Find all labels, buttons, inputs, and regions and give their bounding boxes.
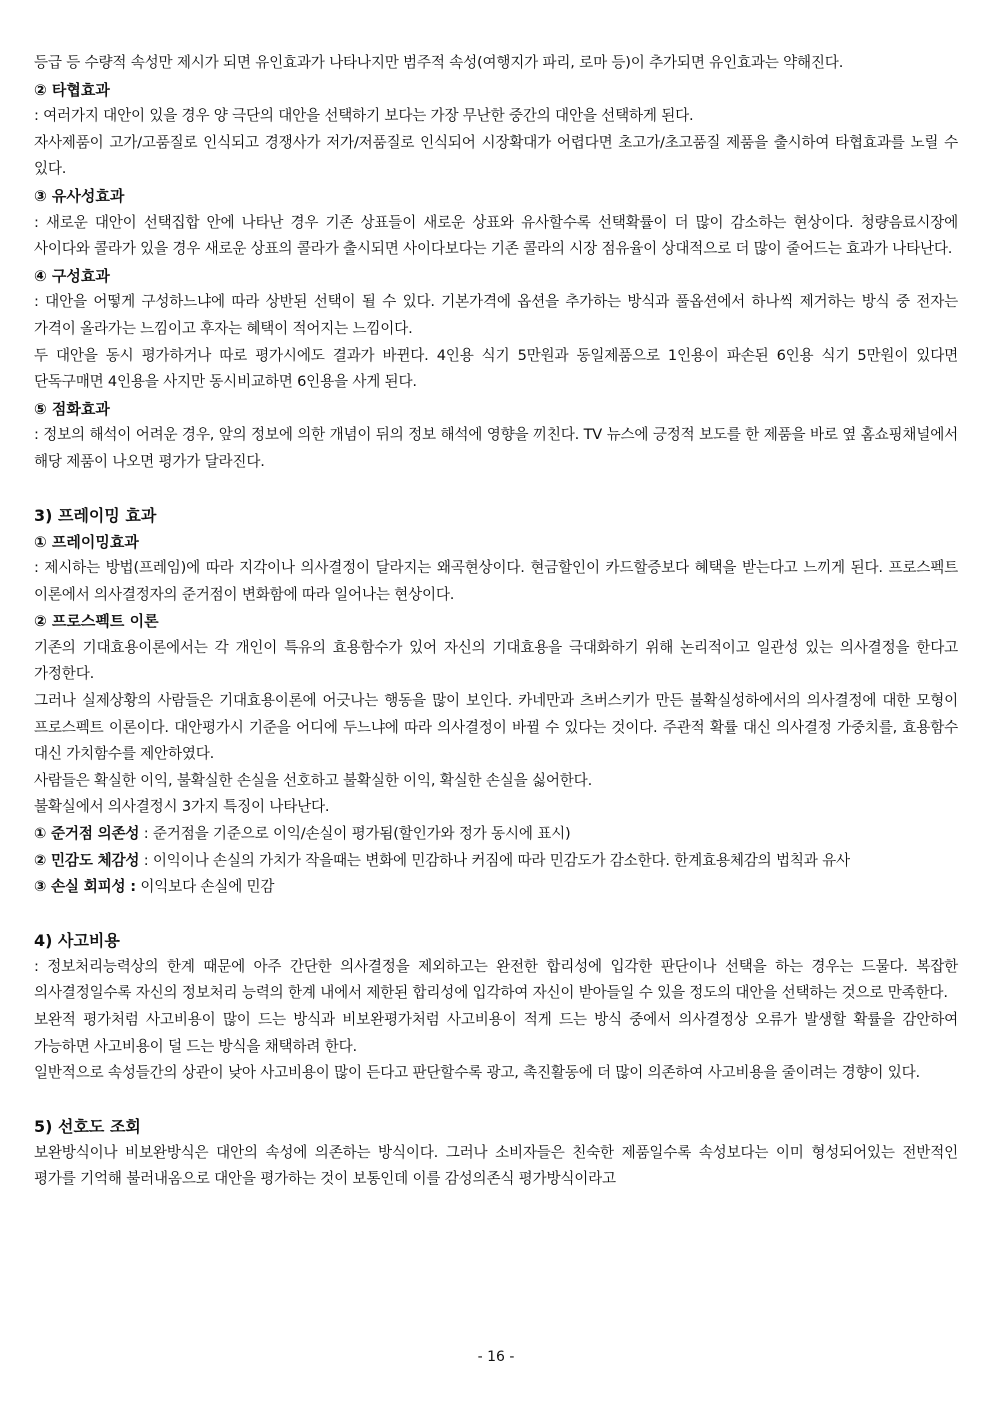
feature-label: ② 민감도 체감성 [34,851,140,869]
paragraph: 기존의 기대효용이론에서는 각 개인이 특유의 효용함수가 있어 자신의 기대효용을 극대화하기 위해 논리적이고 일관성 있는 의사결정을 한다고 가정한다. [34,638,958,683]
feature-text: : 이익이나 손실의 가치가 작을때는 변화에 민감하나 커짐에 따라 민감도가 감소한다. 한계효용체감의 법칙과 유사 [139,851,850,869]
paragraph: 불확실에서 의사결정시 3가지 특징이 나타난다. [34,798,330,816]
subheading-prospect-theory: ② 프로스펙트 이론 [34,612,159,631]
paragraph: : 대안을 어떻게 구성하느냐에 따라 상반된 선택이 될 수 있다. 기본가격에 옵션을 추가하는 방식과 풀옵션에서 하나씩 제거하는 방식 중 전자는 가격이 올라가는 느낌이고 후자는 혜택이 적어지는 느낌이다. [34,293,958,337]
section-heading-framing: 3) 프레이밍 효과 [34,505,157,525]
paragraph: 그러나 실제상황의 사람들은 기대효용이론에 어긋나는 행동을 많이 보인다. 카네만과 츠버스키가 만든 불확실성하에서의 의사결정에 대한 모형이 프로스펙트 이론이다. 대안평가시 기준을 어디에 두느냐에 따라 의사결정이 바뀔 수 있다는 것이다. 주관적 확률 대신 의사결정 가중치를, 효용함수 대신 가치함수를 제안하였다. [34,692,958,763]
subheading-composition-effect: ④ 구성효과 [34,266,110,285]
spacer [34,1087,958,1114]
feature-label: ③ 손실 회피성 : [34,878,136,896]
paragraph: : 새로운 대안이 선택집합 안에 나타난 경우 기존 상표들이 새로운 상표와 유사할수록 선택확률이 더 많이 감소하는 현상이다. 청량음료시장에 사이다와 콜라가 있을 경우 새로운 상표의 콜라가 출시되면 사이다보다는 기존 콜라의 시장 점유율이 상대적으로 더 많이 줄어드는 효과가 나타난다. [34,213,958,258]
paragraph: : 정보의 해석이 어려운 경우, 앞의 정보에 의한 개념이 뒤의 정보 해석에 영향을 끼친다. TV 뉴스에 긍정적 보도를 한 제품을 바로 옆 홈쇼핑채널에서 해당 제품이 나오면 평가가 달라진다. [34,426,958,470]
feature-item [34,874,958,901]
feature-text: : 준거점을 기준으로 이익/손실이 평가됨(할인가와 정가 동시에 표시) [139,825,571,843]
section-heading-thinking-cost: 4) 사고비용 [34,930,120,950]
paragraph: 보완방식이나 비보완방식은 대안의 속성에 의존하는 방식이다. 그러나 소비자들은 친숙한 제품일수록 속성보다는 이미 형성되어있는 전반적인 평가를 기억해 불러내옴으로 대안을 평가하는 것이 보통인데 이를 감성의존식 평가방식이라고 [34,1143,958,1188]
paragraph: 일반적으로 속성들간의 상관이 낮아 사고비용이 많이 든다고 판단할수록 광고, 촉진활동에 더 많이 의존하여 사고비용을 줄이려는 경향이 있다. [34,1064,920,1082]
document-body [34,50,958,1193]
paragraph: : 여러가지 대안이 있을 경우 양 극단의 대안을 선택하기 보다는 가장 무난한 중간의 대안을 선택하게 된다. [34,107,694,125]
subheading-compromise-effect: ② 타협효과 [34,80,110,99]
spacer [34,901,958,928]
feature-item [34,848,958,875]
feature-label: ① 준거점 의존성 [34,825,140,843]
paragraph: 등급 등 수량적 속성만 제시가 되면 유인효과가 나타나지만 범주적 속성(여행지가 파리, 로마 등)이 추가되면 유인효과는 약해진다. [34,54,844,71]
feature-text: 이익보다 손실에 민감 [135,878,275,896]
feature-item [34,821,958,848]
subheading-framing-effect: ① 프레이밍효과 [34,532,139,551]
spacer [34,476,958,503]
paragraph: 두 대안을 동시 평가하거나 따로 평가시에도 결과가 바뀐다. 4인용 식기 5만원과 동일제품으로 1인용이 파손된 6인용 식기 5만원이 있다면 단독구매면 4인용을 사지만 동시비교하면 6인용을 사게 된다. [34,346,958,391]
page-number: - 16 - [477,1349,515,1365]
paragraph: : 제시하는 방법(프레임)에 따라 지각이나 의사결정이 달라지는 왜곡현상이다. 현금할인이 카드할증보다 혜택을 받는다고 느끼게 된다. 프로스펙트 이론에서 의사결정자의 준거점이 변화함에 따라 일어나는 현상이다. [34,559,958,603]
subheading-similarity-effect: ③ 유사성효과 [34,186,125,205]
subheading-priming-effect: ⑤ 점화효과 [34,399,110,418]
paragraph: 자사제품이 고가/고품질로 인식되고 경쟁사가 저가/저품질로 인식되어 시장확대가 어렵다면 초고가/초고품질 제품을 출시하여 타협효과를 노릴 수 있다. [34,133,958,178]
paragraph: 보완적 평가처럼 사고비용이 많이 드는 방식과 비보완평가처럼 사고비용이 적게 드는 방식 중에서 의사결정상 오류가 발생할 확률을 감안하여 가능하면 사고비용이 덜 드는 방식을 채택하려 한다. [34,1011,958,1055]
section-heading-preference-lookup: 5) 선호도 조회 [34,1116,141,1136]
paragraph: 사람들은 확실한 이익, 불확실한 손실을 선호하고 불확실한 이익, 확실한 손실을 싫어한다. [34,771,593,789]
paragraph: : 정보처리능력상의 한계 때문에 아주 간단한 의사결정을 제외하고는 완전한 합리성에 입각한 판단이나 선택을 하는 경우는 드물다. 복잡한 의사결정일수록 자신의 정보처리 능력의 한계 내에서 제한된 합리성에 입각하여 자신이 받아들일 수 있을 정도의 대안을 선택하는 것으로 만족한다. [34,957,958,1002]
